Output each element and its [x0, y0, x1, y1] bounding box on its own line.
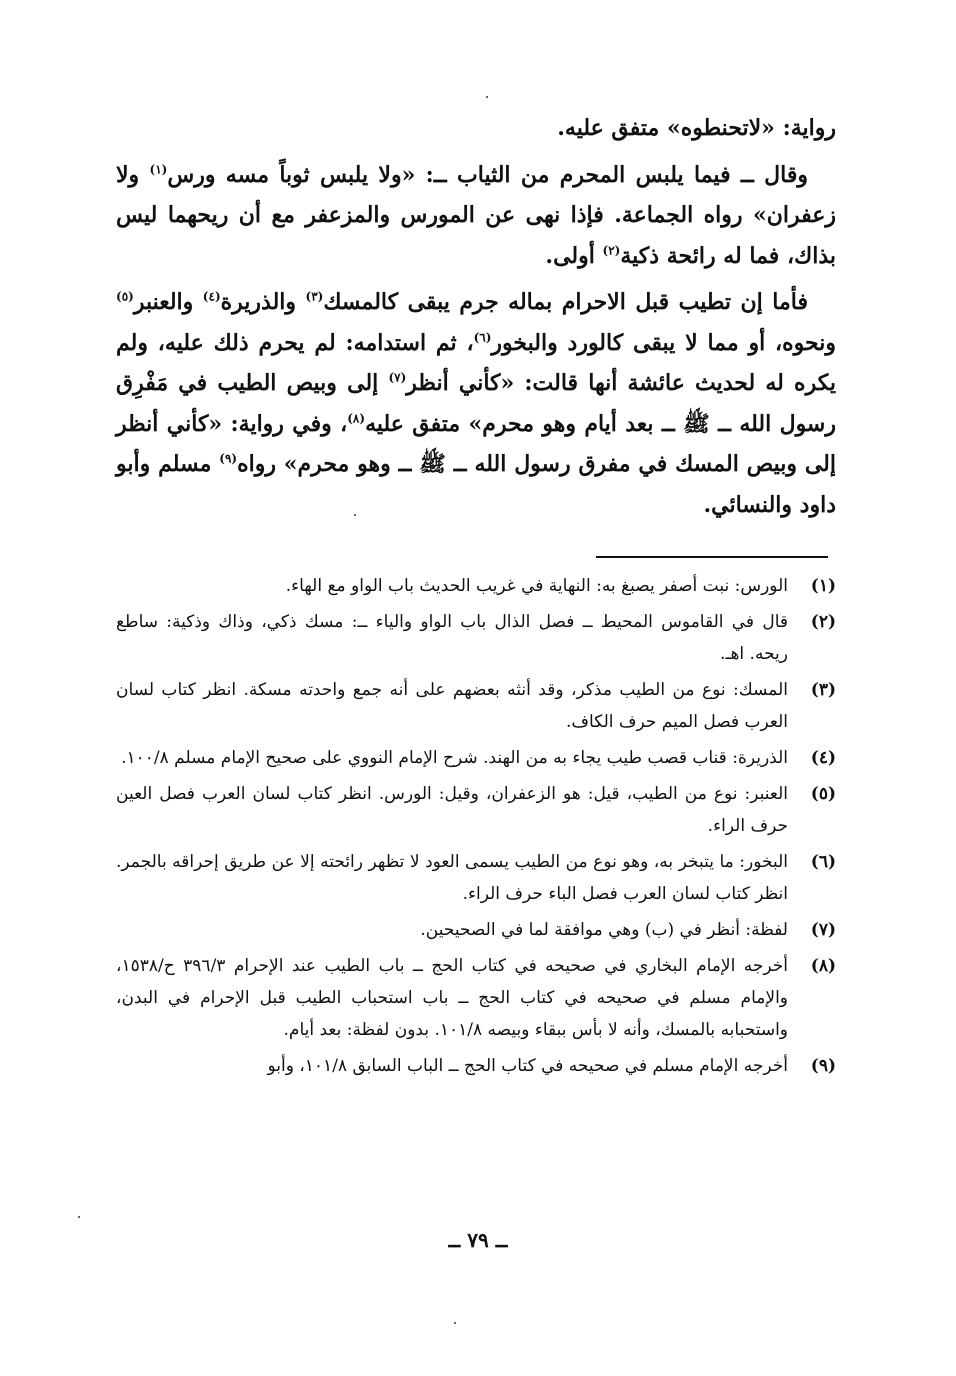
- footnote-number: (٣): [810, 680, 836, 700]
- footnote-ref-8[interactable]: (٨): [347, 411, 366, 426]
- footnote: [116, 606, 836, 670]
- paragraph-3-text-b: والذريرة: [220, 289, 306, 315]
- footnote: [116, 846, 836, 910]
- scan-speck: [354, 514, 356, 516]
- paragraph-3-text-g: ، وفي رواية: «كأني أنظر إلى وبيص المسك في مفرق رسول الله ــ ﷺ ــ وهو محرم» رواه: [116, 410, 836, 477]
- footnote-number: (٥): [810, 784, 836, 804]
- paragraph-3-text-c: والعنبر: [133, 289, 203, 315]
- footnote-text: قال في القاموس المحيط ــ فصل الذال باب الواو والياء ــ: مسك ذكي، وذاك وذكية: ساطع ريحه. اهـ.: [116, 612, 788, 664]
- footnote-number: (٤): [810, 748, 836, 768]
- main-text: [116, 108, 836, 531]
- footnote-ref-5[interactable]: (٥): [116, 289, 134, 304]
- paragraph-2-text-b: ولا زعفران» رواه الجماعة. فإذا نهى عن المورس والمزعفر مع أن ريحهما ليس بذاك، فما له رائحة ذكية: [116, 161, 836, 269]
- footnote-number: (٩): [810, 1056, 836, 1076]
- scan-speck: [486, 96, 488, 98]
- footnote-text: لفظة: أنظر في (ب) وهي موافقة لما في الصحيحين.: [420, 920, 788, 940]
- footnote: [116, 570, 836, 602]
- footnote: [116, 778, 836, 842]
- footnote-ref-1[interactable]: (١): [149, 162, 168, 177]
- footnote-divider: [596, 556, 828, 558]
- footnote-number: (٧): [810, 920, 836, 940]
- footnote-ref-6[interactable]: (٦): [473, 330, 492, 345]
- paragraph-1-text: رواية: «لاتحنطوه» متفق عليه.: [557, 115, 836, 141]
- footnote-text: البخور: ما يتبخر به، وهو نوع من الطيب يسمى العود لا تظهر رائحته إلا عن طريق إحراقه بالجمر. انظر كتاب لسان العرب فصل الباء حرف الراء.: [116, 852, 788, 904]
- footnote-text: أخرجه الإمام مسلم في صحيحه في كتاب الحج ــ الباب السابق ١٠١/٨، وأبو: [267, 1056, 788, 1076]
- footnote: [116, 1050, 836, 1082]
- paragraph-2: [116, 155, 836, 277]
- paragraph-3-text-d: ونحوه، أو مما لا يبقى كالورد والبخور: [491, 329, 836, 356]
- footnote-text: الورس: نبت أصفر يصبغ به: النهاية في غريب الحديث باب الواو مع الهاء.: [285, 576, 788, 596]
- footnote-number: (١): [810, 576, 836, 596]
- footnote-number: (٦): [810, 852, 836, 872]
- footnote: [116, 914, 836, 946]
- footnote-ref-4[interactable]: (٤): [202, 289, 221, 304]
- footnote: [116, 674, 836, 738]
- paragraph-2-text-c: أولى.: [545, 242, 603, 269]
- paragraph-2-text-a: وقال ــ فيما يلبس المحرم من الثياب ــ: «ولا يلبس ثوباً مسه ورس: [167, 161, 808, 188]
- footnote-text: العنبر: نوع من الطيب، قيل: هو الزعفران، وقيل: الورس. انظر كتاب لسان العرب فصل العين حرف الراء.: [116, 784, 788, 836]
- footnote: [116, 742, 836, 774]
- scan-speck: [454, 1322, 456, 1324]
- footnotes: [116, 570, 836, 1086]
- footnote-text: أخرجه الإمام البخاري في صحيحه في كتاب الحج ــ باب الطيب عند الإحرام ٣٩٦/٣ ح/١٥٣٨، والإمام مسلم في صحيحه في كتاب الحج ــ باب استحباب الطيب قبل الإحرام في البدن، واستحبابه بالمسك، وأنه لا بأس ببقاء وبيصه ١٠١/٨. بدون لفظة: بعد أيام.: [116, 956, 788, 1040]
- scan-speck: [78, 1216, 80, 1218]
- footnote-ref-3[interactable]: (٣): [305, 289, 324, 304]
- footnote-text: الذريرة: قناب قصب طيب يجاء به من الهند. شرح الإمام النووي على صحيح الإمام مسلم ١٠٠/٨.: [121, 748, 788, 768]
- paragraph-3-text-e: ، ثم استدامه: لم يحرم ذلك عليه، ولم يكره له لحديث عائشة أنها قالت: «كأني أنظر: [116, 329, 836, 396]
- footnote: [116, 950, 836, 1046]
- paragraph-3: [116, 282, 836, 525]
- paragraph-3-text-f: إلى وبيص الطيب في مَفْرِق رسول الله ــ ﷺ ــ بعد أيام وهو محرم» متفق عليه: [116, 370, 836, 437]
- footnote-ref-7[interactable]: (٧): [388, 370, 407, 385]
- footnote-number: (٨): [810, 956, 836, 976]
- paragraph-3-text-h: مسلم وأبو داود والنسائي.: [116, 451, 836, 518]
- footnote-ref-9[interactable]: (٩): [219, 451, 238, 466]
- page-number: ــ ٧٩ ــ: [448, 1228, 508, 1252]
- footnote-number: (٢): [810, 612, 836, 632]
- footnote-ref-2[interactable]: (٢): [602, 243, 621, 258]
- footnote-text: المسك: نوع من الطيب مذكر، وقد أنثه بعضهم على أنه جمع واحدته مسكة. انظر كتاب لسان العرب فصل الميم حرف الكاف.: [116, 680, 788, 732]
- paragraph-1: [116, 108, 836, 149]
- paragraph-3-text-a: فأما إن تطيب قبل الاحرام بماله جرم يبقى كالمسك: [323, 289, 808, 315]
